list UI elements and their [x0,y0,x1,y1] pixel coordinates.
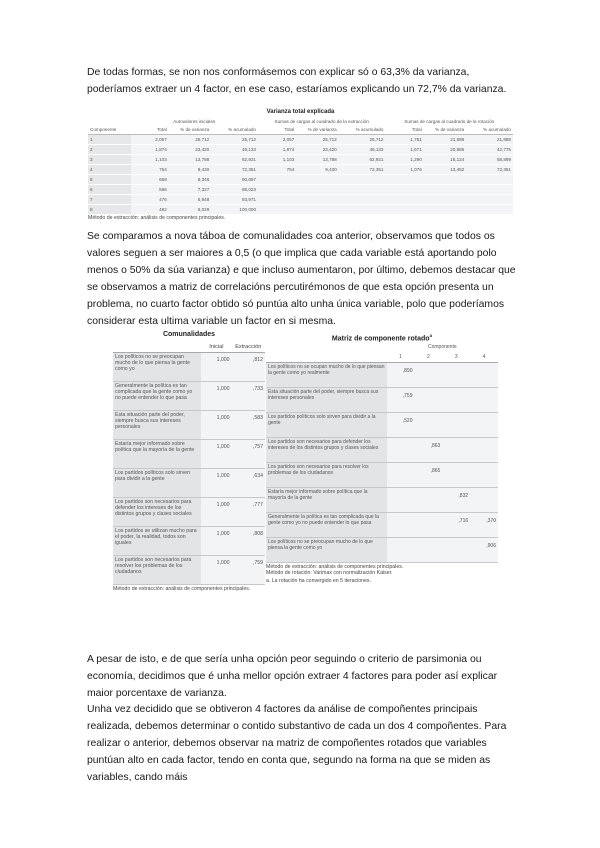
table-cell [424,175,467,185]
table-row [113,498,265,527]
table-cell [339,185,386,195]
variance-explained-table [88,108,513,222]
extraction-value: ,777 [232,498,265,527]
paragraph-components: Unha vez decidido que se obtiveron 4 factores da análise de compoñentes principais realizada, debemos determinar o contido substantivo de cada un dos 4 compoñentes. Para realizar o anterior, debemos observar na matriz de compoñentes rotados que variables puntúan alto en cada factor, tendo en conta que, segundo na forma na que se miden as variables, cando máis [87,704,507,783]
communalities-table [113,329,265,593]
variable-label: Los políticos no se ocupan mucho de lo que piensan la gente como yo realmente [266,363,387,388]
column-header: % de varianza [296,125,339,135]
extraction-value: ,757 [232,440,265,469]
table-row [113,527,265,556]
table-cell: 2,057 [131,135,169,145]
loading-value [442,463,470,488]
table-cell: 72,351 [339,165,386,175]
initial-value: 1,000 [201,556,231,585]
table-cell: 25,712 [339,135,386,145]
table-cell: 1,751 [386,135,424,145]
table-cell: 21,888 [466,135,513,145]
table-cell [466,175,513,185]
table-cell: 8 [88,205,131,215]
loading-value: ,759 [387,388,415,413]
table-row [266,413,498,438]
table-cell [466,185,513,195]
table-cell [424,185,467,195]
table-cell: 93,971 [211,195,258,205]
variable-label: Los partidos son necesarios para resolver los problemas de los ciudadanos [113,556,201,585]
table-row [266,388,498,413]
loading-value [414,513,442,538]
group-header: Sumas de cargas al cuadrado de la extracción [274,118,369,124]
table-row [88,135,513,145]
group-header: Autovalores iniciales [173,118,216,124]
table-cell: 8,346 [169,175,212,185]
table-row [113,440,265,469]
rotated-matrix-footnote-rotation: Método de rotación: Varimax con normalización Kaiser. [266,569,393,576]
table-cell [258,195,296,205]
loading-value [387,538,415,563]
initial-value: 1,000 [201,440,231,469]
variance-table-footnote: Método de extracción: análisis de componentes principales. [88,215,226,221]
table-row [113,411,265,440]
column-header: Componente [88,125,131,135]
table-cell [296,175,339,185]
table-cell [466,195,513,205]
table-row [266,513,498,538]
rotated-matrix-footnote-convergence: a. La rotación ha convergido en 5 iteraciones. [266,578,371,585]
table-cell: 1,103 [131,155,169,165]
communalities-title: Comunalidades [162,331,216,338]
table-cell: 2,057 [258,135,296,145]
table-cell: 62,921 [211,155,258,165]
table-row [113,556,265,585]
table-cell [424,205,467,215]
loading-value [387,488,415,513]
loading-value [442,538,470,563]
variable-label: Esta situación parte del poder, siempre busca sus intereses personales [266,388,387,413]
table-row [266,463,498,488]
extraction-value: ,733 [232,382,265,411]
table-cell [386,195,424,205]
table-cell: 476 [131,195,169,205]
loading-value [414,538,442,563]
table-row [113,353,265,382]
table-cell: 21,888 [424,135,467,145]
table-cell: 72,351 [466,165,513,175]
variable-label: Los políticos no se preocupan mucho de lo que piensa la gente como yo [113,353,201,382]
component-group-header: Componente [428,344,457,350]
table-row [266,488,498,513]
loading-value [470,488,498,513]
table-cell: 25,712 [211,135,258,145]
column-header-extraction: Extracción [232,341,265,353]
extraction-value: ,759 [232,556,265,585]
variable-label: Generalmente la política es tan complicada que la gente como yo no puede entender lo que pasa [266,513,387,538]
extraction-value: ,634 [232,469,265,498]
table-cell [466,205,513,215]
table-row [266,363,498,388]
loading-value [387,513,415,538]
paragraph-communalities: Se comparamos a nova táboa de comunalidades coa anterior, observamos que todos os valores seguen a ser maiores a 0,5 (o que implica que cada variable está aportando polo menos o 50% da súa varianza) e que incluso aumentaron, por último, debemos destacar que se observamos a matriz de correlacións percutirémonos de que esta opción presenta un problema, no cuarto factor obtido só puntúa alto unha única variable, polo que poderíamos considerar esta ultima variable un factor en si mesma. [87,231,516,327]
component-number: 2 [414,352,442,363]
loading-value [470,413,498,438]
table-cell: 23,420 [169,145,212,155]
communalities-footnote: Método de extracción: análisis de componentes principales. [113,586,251,592]
loading-value [414,413,442,438]
table-cell: 72,351 [211,165,258,175]
table-cell: 1,290 [386,155,424,165]
initial-value: 1,000 [201,498,231,527]
loading-value: ,865 [414,463,442,488]
variable-label: Los partidos se utilizan mucho para el poder, la realidad, todos son iguales [113,527,201,556]
table-cell: 80,697 [211,175,258,185]
group-header: Sumas de cargas al cuadrado de la rotación [404,118,495,124]
extraction-value: ,808 [232,527,265,556]
table-cell: 1 [88,135,131,145]
table-cell: 88,023 [211,185,258,195]
loading-value: ,832 [442,488,470,513]
table-cell: 16,124 [424,155,467,165]
table-cell [258,175,296,185]
table-cell [424,195,467,205]
variable-label: Estaría mejor informado sobre política que la mayoría de la gente [266,488,387,513]
table-cell: 23,420 [296,145,339,155]
table-cell: 49,133 [339,145,386,155]
table-cell [339,205,386,215]
column-header: % de varianza [424,125,467,135]
table-cell: 25,712 [296,135,339,145]
loading-value: ,906 [470,538,498,563]
table-cell: 2 [88,145,131,155]
column-header: % acumulado [466,125,513,135]
table-cell: 1,103 [258,155,296,165]
table-cell: 482 [131,205,169,215]
loading-value [442,363,470,388]
column-header: % acumulado [339,125,386,135]
loading-value [470,438,498,463]
table-cell [339,195,386,205]
loading-value [470,363,498,388]
loading-value [414,388,442,413]
table-cell: 754 [258,165,296,175]
table-cell: 9,430 [296,165,339,175]
table-cell: 754 [131,165,169,175]
table-cell [296,195,339,205]
table-cell: 49,133 [211,145,258,155]
column-header: Total [386,125,424,135]
loading-value [470,463,498,488]
table-row [88,185,513,195]
table-cell: 58,899 [466,155,513,165]
table-cell: 7,327 [169,185,212,195]
table-row [88,165,513,175]
table-cell: 668 [131,175,169,185]
variance-table-title: Varianza total explicada [266,109,335,115]
table-cell [258,205,296,215]
table-cell: 6 [88,185,131,195]
table-cell: 42,775 [466,145,513,155]
initial-value: 1,000 [201,353,231,382]
loading-value [414,363,442,388]
extraction-value: ,812 [232,353,265,382]
table-cell [258,185,296,195]
component-number: 4 [470,352,498,363]
table-cell: 9,430 [169,165,212,175]
paragraph-parsimony: A pesar de isto, e de que sería unha opción peor seguindo o criterio de parsimonia ou economía, decidimos que é unha mellor opción extraer 4 factores para poder así explicar maior porcentaxe de varianza. [87,654,498,699]
loading-value [470,388,498,413]
loading-value [414,488,442,513]
loading-value [387,463,415,488]
table-cell [386,185,424,195]
table-cell [296,205,339,215]
loading-value: ,370 [470,513,498,538]
variable-label: Esta situación parte del poder, siempre busca sus intereses personales [113,411,201,440]
variable-label: Generalmente la política es tan complicada que la gente como yo no puede entender lo que pasa [113,382,201,411]
table-cell: 6,029 [169,205,212,215]
table-row [266,538,498,563]
table-cell: 7 [88,195,131,205]
table-cell: 62,921 [339,155,386,165]
loading-value [442,388,470,413]
table-cell: 4 [88,165,131,175]
table-cell: 1,874 [258,145,296,155]
variable-label: Los partidos son necesarios para defender los intereses de los distintos grupos y clases sociales [113,498,201,527]
table-row [88,205,513,215]
column-header-initial: Inicial [201,341,231,353]
table-cell [386,205,424,215]
rotated-component-matrix [266,330,498,585]
variable-label: Estaría mejor informado sobre política que la mayoría de la gente [113,440,201,469]
table-cell: 13,452 [424,165,467,175]
column-header: % de varianza [169,125,212,135]
table-cell [386,175,424,185]
table-cell: 100,000 [211,205,258,215]
table-cell: 25,712 [169,135,212,145]
paragraph-variance-intro: De todas formas, se non nos conformásemos con explicar só o 63,3% da varianza, poderíamos extraer un 4 factor, en ese caso, estaríamos explicando un 72,7% da varianza. [87,67,507,95]
variable-label: Los partidos políticos solo sirven para dividir a la gente [266,413,387,438]
column-header: % acumulado [211,125,258,135]
table-row [88,145,513,155]
table-cell: 1,076 [386,165,424,175]
loading-value: ,890 [387,363,415,388]
extraction-value: ,583 [232,411,265,440]
loading-value: ,716 [442,513,470,538]
table-row [113,382,265,411]
variable-label: Los partidos políticos solo sirven para dividir a la gente [113,469,201,498]
table-cell: 13,788 [296,155,339,165]
component-number: 3 [442,352,470,363]
loading-value [442,438,470,463]
column-header: Total [131,125,169,135]
initial-value: 1,000 [201,469,231,498]
table-cell: 1,874 [131,145,169,155]
initial-value: 1,000 [201,411,231,440]
variable-label: Los partidos son necesarios para resolver los problemas de los ciudadanos [266,463,387,488]
table-cell: 586 [131,185,169,195]
table-row [266,438,498,463]
table-row [88,175,513,185]
table-row [113,469,265,498]
variable-label: Los políticos no se preocupan mucho de lo que piensa la gente como yo [266,538,387,563]
loading-value: ,520 [387,413,415,438]
loading-value: ,863 [414,438,442,463]
loading-value [387,438,415,463]
table-cell: 1,671 [386,145,424,155]
rotated-matrix-footnote-extraction: Método de extracción: análisis de componentes principales. [266,564,404,570]
table-row [88,155,513,165]
variable-label: Los partidos son necesarios para defender los intereses de los distintos grupos y clases sociales [266,438,387,463]
rotated-matrix-title: Matriz de componente rotado$^a$ [331,333,433,343]
table-cell: 5,948 [169,195,212,205]
column-header: Total [258,125,296,135]
component-number: 1 [387,352,415,363]
table-cell [339,175,386,185]
initial-value: 1,000 [201,527,231,556]
table-cell: 3 [88,155,131,165]
initial-value: 1,000 [201,382,231,411]
table-cell: 20,886 [424,145,467,155]
table-cell: 13,788 [169,155,212,165]
table-row [88,195,513,205]
table-cell [296,185,339,195]
loading-value [442,413,470,438]
table-cell: 5 [88,175,131,185]
